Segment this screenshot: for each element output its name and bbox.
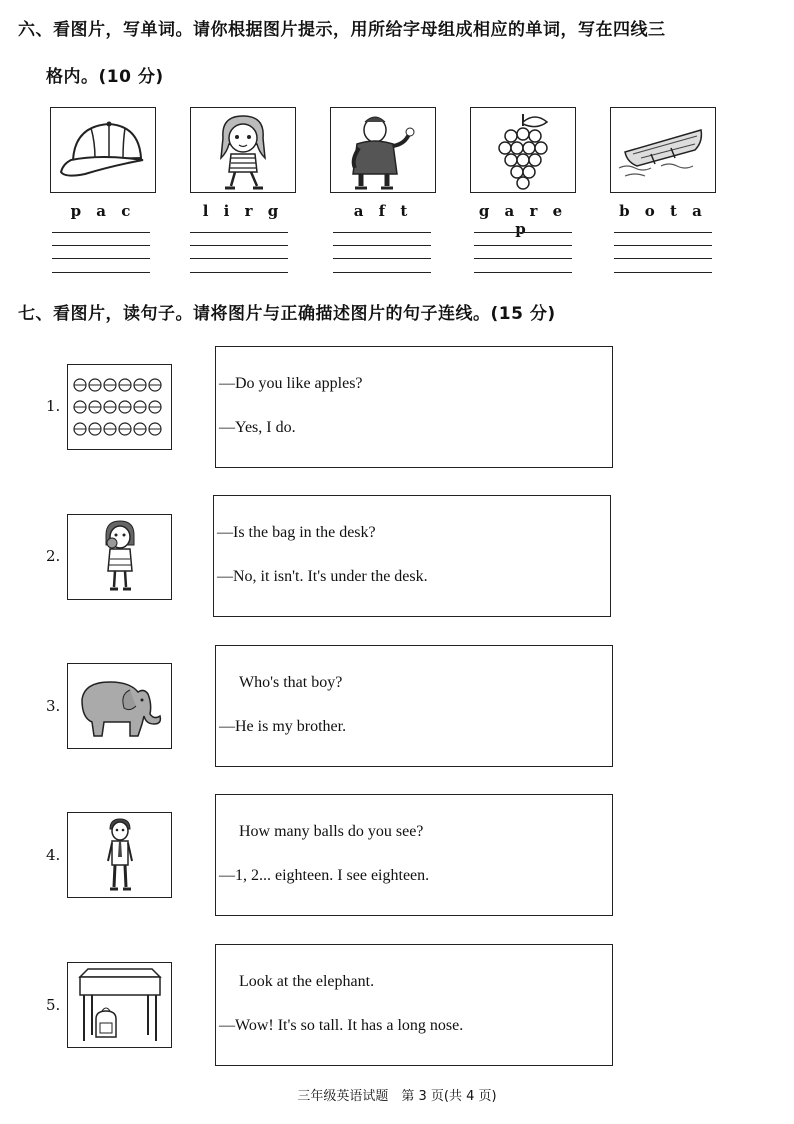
writing-grid-1[interactable] xyxy=(52,232,150,272)
sentence-box-1[interactable] xyxy=(215,346,613,468)
sentence-4-line2: —1, 2... eighteen. I see eighteen. xyxy=(219,867,430,884)
girl-apple-picture[interactable] xyxy=(67,514,172,600)
sentence-3-line1: Who's that boy? xyxy=(239,674,343,691)
grapes-picture xyxy=(470,107,576,193)
section6-title-line2: 格内。(10 分) xyxy=(46,67,164,87)
page-footer: 三年级英语试题 第 3 页(共 4 页) xyxy=(297,1089,497,1104)
section6-title-line1: 六、看图片，写单词。请你根据图片提示，用所给字母组成相应的单词，写在四线三 xyxy=(18,20,666,40)
sentence-1-line2: —Yes, I do. xyxy=(219,419,296,436)
desk-picture[interactable] xyxy=(67,962,172,1048)
sentence-box-3[interactable] xyxy=(215,645,613,767)
girl-picture xyxy=(190,107,296,193)
elephant-icon xyxy=(68,664,171,748)
sentence-1-line1: —Do you like apples? xyxy=(219,375,363,392)
sentence-2-line2: —No, it isn't. It's under the desk. xyxy=(217,568,428,585)
sentence-box-5[interactable] xyxy=(215,944,613,1066)
sentence-box-2[interactable] xyxy=(213,495,611,617)
fat-man-icon xyxy=(331,108,435,192)
item-number-4: 4. xyxy=(46,846,61,864)
elephant-picture[interactable] xyxy=(67,663,172,749)
sentence-2-line1: —Is the bag in the desk? xyxy=(217,524,376,541)
item-number-5: 5. xyxy=(46,996,61,1014)
sentence-box-4[interactable] xyxy=(215,794,613,916)
cap-picture xyxy=(50,107,156,193)
scrambled-letters-1: p a c xyxy=(70,202,136,220)
boy-picture[interactable] xyxy=(67,812,172,898)
sentence-5-line2: —Wow! It's so tall. It has a long nose. xyxy=(219,1017,464,1034)
scrambled-letters-2: l i r g xyxy=(202,202,284,220)
girl-eating-apple-icon xyxy=(68,515,171,599)
item-number-2: 2. xyxy=(46,547,61,565)
section7-title: 七、看图片，读句子。请将图片与正确描述图片的句子连线。(15 分) xyxy=(18,304,556,324)
fat-man-picture xyxy=(330,107,436,193)
scrambled-letters-4: g a r e p xyxy=(478,202,568,238)
balls-grid-icon xyxy=(68,365,171,449)
scrambled-letters-5: b o t a xyxy=(619,202,707,220)
boat-picture xyxy=(610,107,716,193)
boy-icon xyxy=(68,813,171,897)
sentence-4-line1: How many balls do you see? xyxy=(239,823,424,840)
boat-icon xyxy=(611,108,715,192)
item-number-1: 1. xyxy=(46,397,61,415)
sentence-5-line1: Look at the elephant. xyxy=(239,973,375,990)
scrambled-letters-3: a f t xyxy=(353,202,413,220)
writing-grid-3[interactable] xyxy=(333,232,431,272)
balls-picture[interactable] xyxy=(67,364,172,450)
writing-grid-5[interactable] xyxy=(614,232,712,272)
desk-with-bag-icon xyxy=(68,963,171,1047)
grapes-icon xyxy=(471,108,575,192)
girl-icon xyxy=(191,108,295,192)
cap-icon xyxy=(51,108,155,192)
writing-grid-2[interactable] xyxy=(190,232,288,272)
writing-grid-4[interactable] xyxy=(474,232,572,272)
sentence-3-line2: —He is my brother. xyxy=(219,718,347,735)
item-number-3: 3. xyxy=(46,697,61,715)
